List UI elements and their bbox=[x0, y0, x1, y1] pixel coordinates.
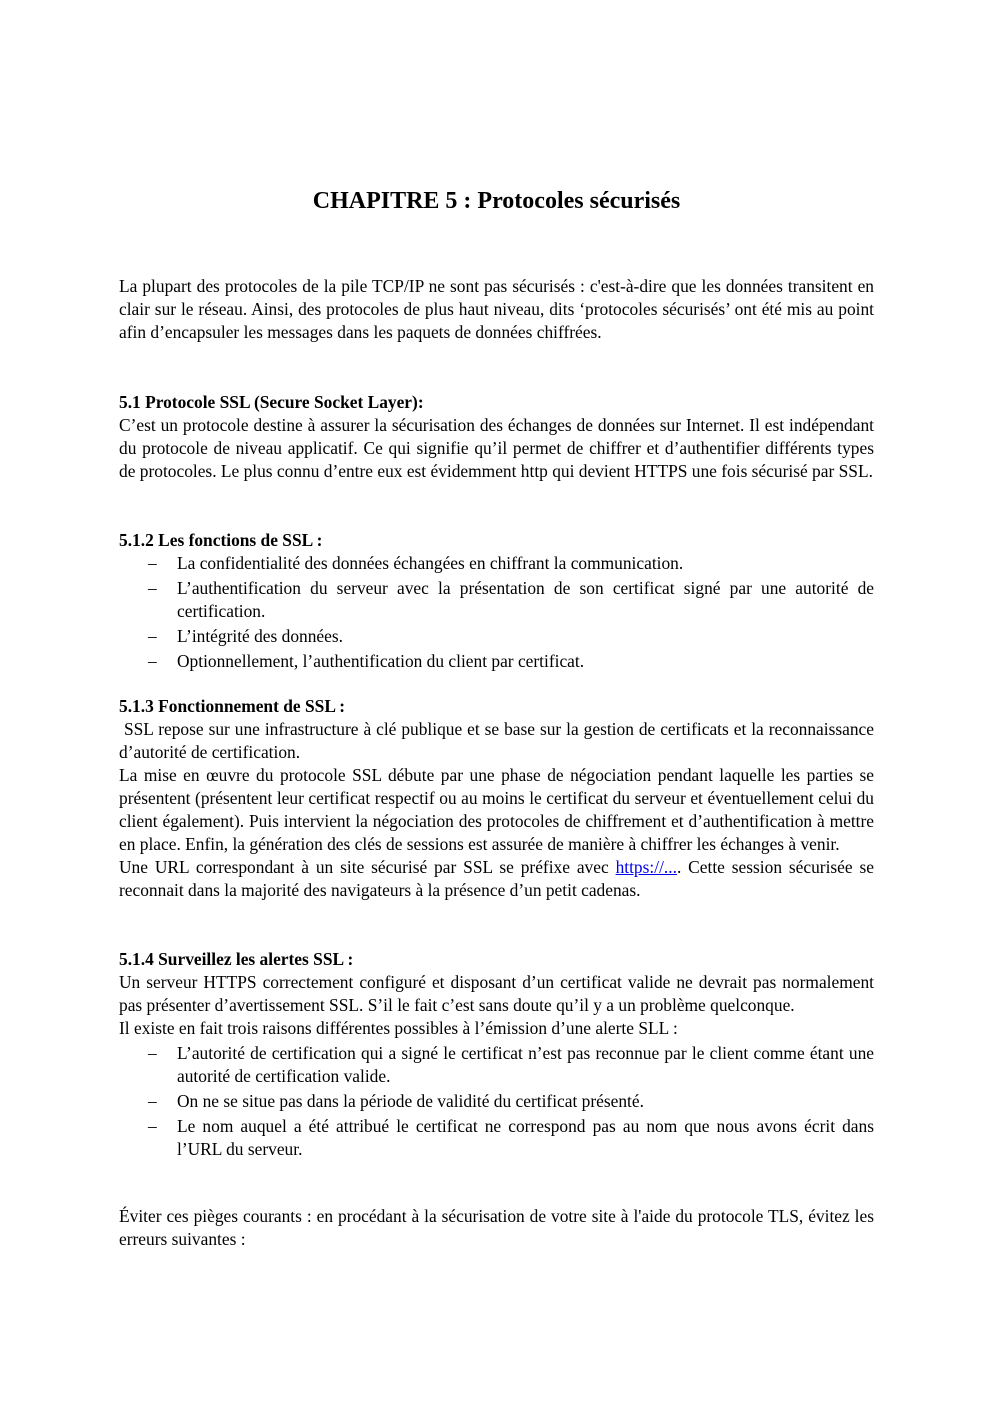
closing-paragraph: Éviter ces pièges courants : en procédant à la sécurisation de votre site à l'aide du protocole TLS, évitez les erreurs suivantes : bbox=[119, 1206, 874, 1249]
ssl-alert-reasons-list bbox=[119, 1042, 874, 1161]
section-5-1 bbox=[119, 391, 874, 483]
ssl-functions-list bbox=[119, 552, 874, 673]
section-para: Un serveur HTTPS correctement configuré et disposant d’un certificat valide ne devrait pas normalement pas présenter d’avertissement SSL. S’il le fait c’est sans doute qu’il y a un problème quelconque. bbox=[119, 972, 874, 1015]
section-5-1-3 bbox=[119, 695, 879, 902]
list-item: – Le nom auquel a été attribué le certificat ne correspond pas au nom que nous avons écrit dans l’URL du serveur. bbox=[148, 1116, 874, 1159]
section-body: C’est un protocole destine à assurer la sécurisation des échanges de données sur Internet. Il est indépendant du protocole de niveau applicatif. Ce qui signifie qu’il permet de chiffrer et d’authentifier différents types de protocoles. Le plus connu d’entre eux est évidemment http qui devient HTTPS une fois sécurisé par SSL. bbox=[119, 415, 874, 481]
list-item: – L’authentification du serveur avec la présentation de son certificat signé par une autorité de certification. bbox=[148, 578, 874, 621]
section-para: SSL repose sur une infrastructure à clé publique et se base sur la gestion de certificats et la reconnaissance d’autorité de certification. bbox=[119, 719, 879, 762]
dash-bullet: – bbox=[148, 578, 157, 598]
dash-bullet: – bbox=[148, 651, 157, 671]
section-5-1-4 bbox=[119, 948, 874, 1161]
dash-bullet: – bbox=[148, 553, 157, 573]
chapter-title: CHAPITRE 5 : Protocoles sécurisés bbox=[312, 188, 681, 215]
section-para: Il existe en fait trois raisons différentes possibles à l’émission d’une alerte SLL : bbox=[119, 1018, 678, 1038]
dash-bullet: – bbox=[148, 1091, 157, 1111]
dash-bullet: – bbox=[148, 1116, 157, 1136]
section-heading: 5.1 Protocole SSL (Secure Socket Layer): bbox=[119, 392, 424, 412]
dash-bullet: – bbox=[148, 626, 157, 646]
list-item: – Optionnellement, l’authentification du client par certificat. bbox=[148, 651, 585, 671]
section-para: La mise en œuvre du protocole SSL débute par une phase de négociation pendant laquelle les parties se présentent (présentent leur certificat respectif ou au moins le certificat du serveur et éventuellement celui du client également). Puis intervient la négociation des protocoles de chiffrement et d’authentification à mettre en place. Enfin, la génération des clés de sessions est assurée de manière à chiffrer les échanges à venir. bbox=[119, 765, 874, 854]
section-5-1-2 bbox=[119, 529, 874, 673]
list-item: – On ne se situe pas dans la période de validité du certificat présenté. bbox=[148, 1091, 644, 1111]
dash-bullet: – bbox=[148, 1043, 157, 1063]
section-heading: 5.1.4 Surveillez les alertes SSL : bbox=[119, 949, 354, 969]
https-link[interactable]: https://... bbox=[615, 857, 677, 877]
section-para: Une URL correspondant à un site sécurisé par SSL se préfixe avec https://.... Cette session sécurisée se reconnait dans la majorité des navigateurs à la présence d’un petit cadenas. bbox=[119, 857, 874, 900]
list-item: – La confidentialité des données échangées en chiffrant la communication. bbox=[148, 553, 684, 573]
list-item: – L’intégrité des données. bbox=[148, 626, 343, 646]
intro-paragraph: La plupart des protocoles de la pile TCP/IP ne sont pas sécurisés : c'est-à-dire que les données transitent en clair sur le réseau. Ainsi, des protocoles de plus haut niveau, dits ‘protocoles sécurisés’ ont été mis au point afin d’encapsuler les messages dans les paquets de données chiffrées. bbox=[119, 276, 874, 342]
section-heading: 5.1.2 Les fonctions de SSL : bbox=[119, 530, 323, 550]
section-heading: 5.1.3 Fonctionnement de SSL : bbox=[119, 696, 346, 716]
list-item: – L’autorité de certification qui a signé le certificat n’est pas reconnue par le client comme étant une autorité de certification valide. bbox=[148, 1043, 874, 1086]
